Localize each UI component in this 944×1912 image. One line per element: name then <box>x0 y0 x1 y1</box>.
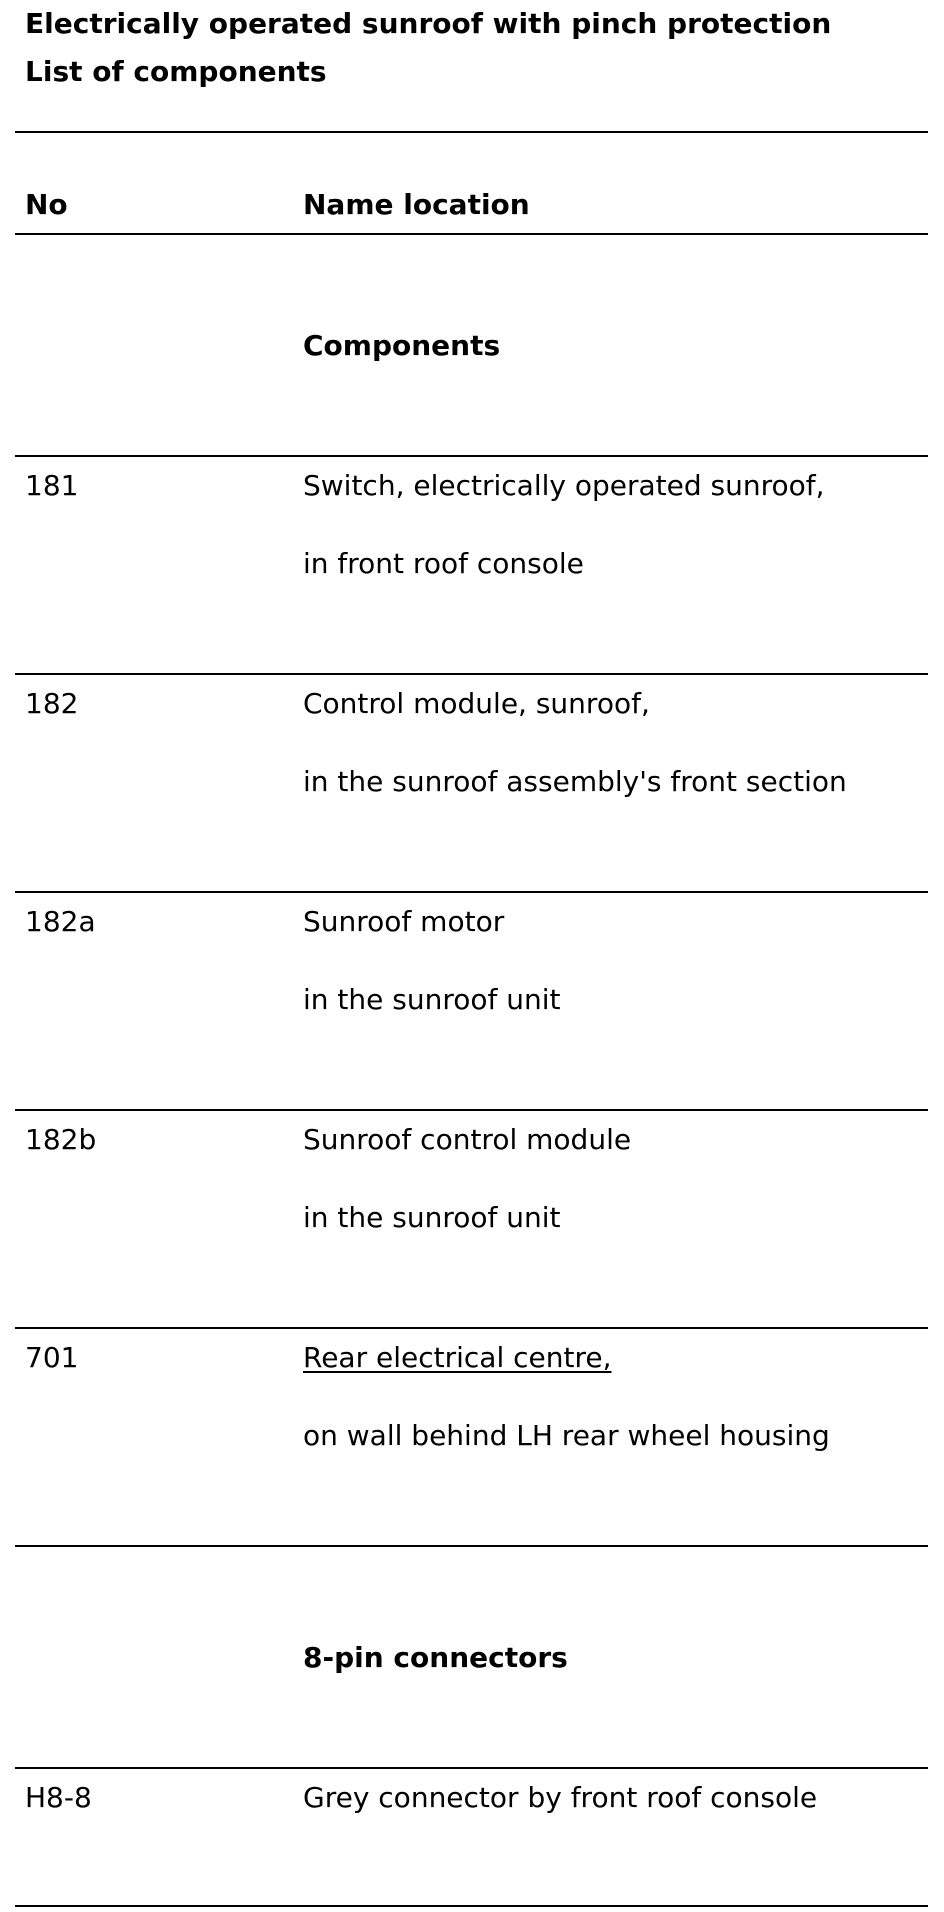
row-location: on wall behind LH rear wheel housing <box>303 1419 830 1452</box>
section-rule <box>15 1767 928 1769</box>
row-rule <box>15 891 928 893</box>
row-name: Switch, electrically operated sunroof, <box>303 469 825 502</box>
header-rule <box>15 233 928 235</box>
row-number: H8-8 <box>25 1781 92 1814</box>
document-subtitle: List of components <box>25 55 327 88</box>
document-title: Electrically operated sunroof with pinch protection <box>25 7 832 40</box>
column-header-no: No <box>25 188 68 221</box>
row-name-link[interactable]: Rear electrical centre, <box>303 1341 612 1374</box>
row-rule <box>15 1327 928 1329</box>
section-rule <box>15 455 928 457</box>
row-number: 182 <box>25 687 79 720</box>
row-name: Control module, sunroof, <box>303 687 650 720</box>
row-location: in front roof console <box>303 547 584 580</box>
row-number: 182b <box>25 1123 97 1156</box>
row-rule <box>15 1545 928 1547</box>
row-number: 701 <box>25 1341 79 1374</box>
row-rule <box>15 1109 928 1111</box>
table-bottom-rule <box>15 1905 928 1907</box>
column-header-name-location: Name location <box>303 188 530 221</box>
row-rule <box>15 673 928 675</box>
row-location: in the sunroof assembly's front section <box>303 765 847 798</box>
row-location: in the sunroof unit <box>303 983 561 1016</box>
row-name: Sunroof control module <box>303 1123 632 1156</box>
row-name: Grey connector by front roof console <box>303 1781 818 1814</box>
table-top-rule <box>15 131 928 133</box>
section-heading-components: Components <box>303 329 501 362</box>
row-number: 182a <box>25 905 96 938</box>
row-location: in the sunroof unit <box>303 1201 561 1234</box>
row-number: 181 <box>25 469 79 502</box>
section-heading-connectors: 8-pin connectors <box>303 1641 568 1674</box>
row-name: Sunroof motor <box>303 905 505 938</box>
